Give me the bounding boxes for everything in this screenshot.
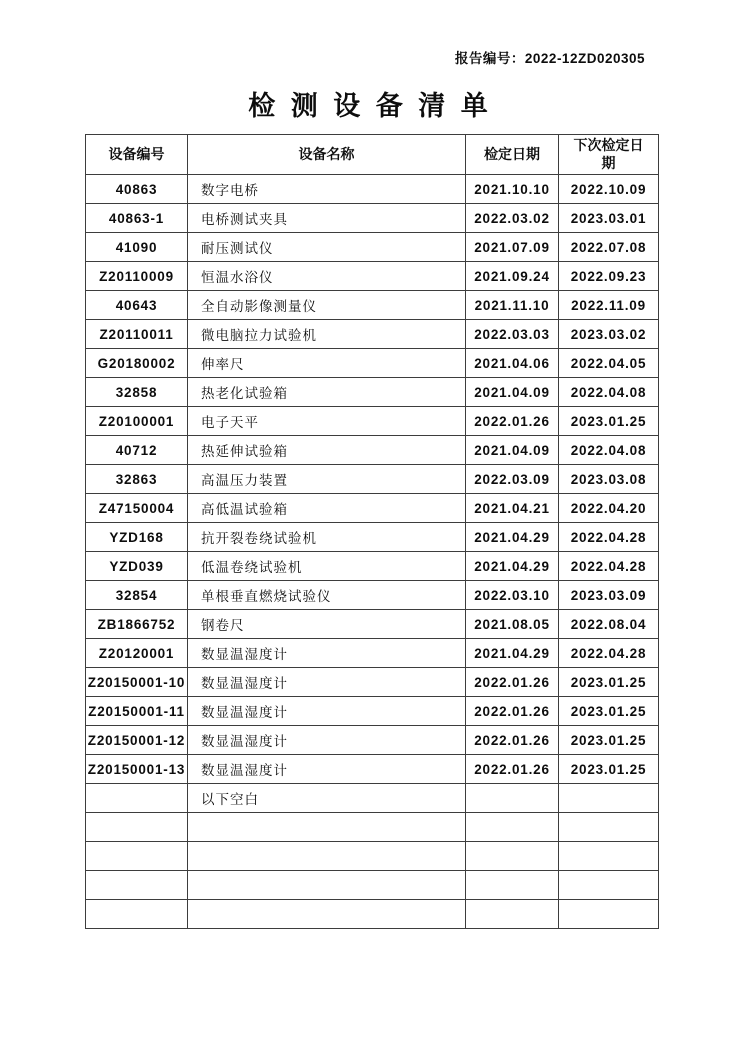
cell-next-calibration-date: 2022.04.28 (559, 639, 659, 668)
cell-next-calibration-date: 2022.07.08 (559, 233, 659, 262)
cell-calibration-date (466, 784, 559, 813)
cell-calibration-date: 2022.01.26 (466, 407, 559, 436)
table-row (86, 784, 659, 813)
table-row (86, 494, 659, 523)
cell-device-name (188, 871, 466, 900)
cell-calibration-date: 2021.11.10 (466, 291, 559, 320)
cell-calibration-date (466, 813, 559, 842)
cell-calibration-date: 2021.04.29 (466, 552, 559, 581)
cell-next-calibration-date: 2023.01.25 (559, 755, 659, 784)
cell-device-name: 数显温湿度计 (188, 755, 466, 784)
table-row (86, 581, 659, 610)
cell-device-name: 电桥测试夹具 (188, 204, 466, 233)
cell-next-calibration-date: 2022.09.23 (559, 262, 659, 291)
cell-device-number: 32858 (86, 378, 188, 407)
cell-device-name: 高低温试验箱 (188, 494, 466, 523)
cell-device-name: 钢卷尺 (188, 610, 466, 639)
cell-next-calibration-date (559, 784, 659, 813)
cell-calibration-date: 2022.03.10 (466, 581, 559, 610)
cell-device-number: Z20150001-12 (86, 726, 188, 755)
cell-calibration-date: 2022.01.26 (466, 697, 559, 726)
cell-calibration-date (466, 871, 559, 900)
cell-device-name: 数显温湿度计 (188, 697, 466, 726)
cell-calibration-date: 2021.04.29 (466, 523, 559, 552)
equipment-table (85, 134, 659, 929)
table-row (86, 726, 659, 755)
cell-device-number: 32854 (86, 581, 188, 610)
cell-device-number: YZD039 (86, 552, 188, 581)
cell-next-calibration-date: 2023.03.08 (559, 465, 659, 494)
table-row (86, 668, 659, 697)
cell-device-number: Z20110011 (86, 320, 188, 349)
cell-device-number: ZB1866752 (86, 610, 188, 639)
cell-device-number: Z20120001 (86, 639, 188, 668)
cell-calibration-date: 2022.03.09 (466, 465, 559, 494)
cell-calibration-date: 2021.04.09 (466, 378, 559, 407)
cell-next-calibration-date: 2023.01.25 (559, 697, 659, 726)
cell-calibration-date: 2021.08.05 (466, 610, 559, 639)
cell-device-name: 微电脑拉力试验机 (188, 320, 466, 349)
cell-calibration-date: 2022.03.03 (466, 320, 559, 349)
cell-device-name: 单根垂直燃烧试验仪 (188, 581, 466, 610)
table-header-row (86, 135, 659, 175)
cell-next-calibration-date: 2022.04.08 (559, 436, 659, 465)
table-row (86, 436, 659, 465)
table-row (86, 842, 659, 871)
cell-calibration-date: 2022.03.02 (466, 204, 559, 233)
cell-next-calibration-date (559, 813, 659, 842)
cell-calibration-date: 2021.09.24 (466, 262, 559, 291)
cell-next-calibration-date (559, 842, 659, 871)
cell-device-number: 40712 (86, 436, 188, 465)
table-row (86, 813, 659, 842)
cell-device-number: Z20150001-11 (86, 697, 188, 726)
table-row (86, 291, 659, 320)
table-row (86, 204, 659, 233)
table-row (86, 349, 659, 378)
cell-device-name: 热老化试验箱 (188, 378, 466, 407)
cell-next-calibration-date: 2022.04.20 (559, 494, 659, 523)
cell-next-calibration-date (559, 871, 659, 900)
cell-calibration-date: 2021.07.09 (466, 233, 559, 262)
cell-next-calibration-date: 2022.04.08 (559, 378, 659, 407)
table-row (86, 755, 659, 784)
cell-calibration-date: 2022.01.26 (466, 755, 559, 784)
column-header-calibration-date: 检定日期 (466, 135, 559, 175)
table-row (86, 320, 659, 349)
cell-next-calibration-date: 2023.01.25 (559, 407, 659, 436)
cell-next-calibration-date: 2022.04.05 (559, 349, 659, 378)
column-header-next-calibration-date: 下次检定日期 (559, 135, 659, 175)
cell-device-number (86, 813, 188, 842)
column-header-device-name: 设备名称 (188, 135, 466, 175)
table-row (86, 552, 659, 581)
cell-device-name: 抗开裂卷绕试验机 (188, 523, 466, 552)
cell-device-number (86, 871, 188, 900)
cell-device-name (188, 842, 466, 871)
cell-device-number: Z47150004 (86, 494, 188, 523)
table-row (86, 175, 659, 204)
cell-device-name: 数显温湿度计 (188, 639, 466, 668)
table-row (86, 871, 659, 900)
table-row (86, 697, 659, 726)
cell-device-number: 40863-1 (86, 204, 188, 233)
cell-device-number: Z20150001-13 (86, 755, 188, 784)
cell-calibration-date: 2021.04.29 (466, 639, 559, 668)
cell-device-number: 41090 (86, 233, 188, 262)
cell-device-name (188, 900, 466, 929)
cell-next-calibration-date: 2023.03.01 (559, 204, 659, 233)
cell-device-number: 32863 (86, 465, 188, 494)
table-row (86, 900, 659, 929)
table-row (86, 378, 659, 407)
cell-device-name: 热延伸试验箱 (188, 436, 466, 465)
cell-calibration-date: 2021.04.09 (466, 436, 559, 465)
report-number: 报告编号：2022-12ZD020305 (454, 51, 645, 66)
cell-next-calibration-date: 2022.11.09 (559, 291, 659, 320)
cell-next-calibration-date: 2022.04.28 (559, 552, 659, 581)
cell-device-name: 数字电桥 (188, 175, 466, 204)
cell-device-name: 全自动影像测量仪 (188, 291, 466, 320)
cell-device-number: G20180002 (86, 349, 188, 378)
equipment-table-body (86, 175, 659, 929)
cell-device-number (86, 784, 188, 813)
table-row (86, 233, 659, 262)
table-row (86, 262, 659, 291)
column-header-device-number: 设备编号 (86, 135, 188, 175)
cell-next-calibration-date: 2023.03.09 (559, 581, 659, 610)
cell-calibration-date (466, 900, 559, 929)
cell-device-name (188, 813, 466, 842)
cell-calibration-date: 2021.10.10 (466, 175, 559, 204)
cell-device-number: YZD168 (86, 523, 188, 552)
cell-next-calibration-date: 2023.01.25 (559, 726, 659, 755)
cell-next-calibration-date: 2022.10.09 (559, 175, 659, 204)
cell-calibration-date (466, 842, 559, 871)
cell-calibration-date: 2021.04.21 (466, 494, 559, 523)
cell-device-number: Z20100001 (86, 407, 188, 436)
cell-device-name: 数显温湿度计 (188, 726, 466, 755)
cell-device-name: 电子天平 (188, 407, 466, 436)
table-row (86, 610, 659, 639)
cell-device-name: 低温卷绕试验机 (188, 552, 466, 581)
cell-device-number: 40863 (86, 175, 188, 204)
cell-next-calibration-date (559, 900, 659, 929)
cell-calibration-date: 2022.01.26 (466, 668, 559, 697)
cell-device-name: 高温压力装置 (188, 465, 466, 494)
cell-calibration-date: 2021.04.06 (466, 349, 559, 378)
cell-device-name: 伸率尺 (188, 349, 466, 378)
page-title: 检 测 设 备 清 单 (248, 91, 492, 121)
cell-next-calibration-date: 2023.03.02 (559, 320, 659, 349)
cell-next-calibration-date: 2022.08.04 (559, 610, 659, 639)
cell-device-number: Z20110009 (86, 262, 188, 291)
cell-device-number (86, 842, 188, 871)
cell-device-name: 以下空白 (188, 784, 466, 813)
cell-next-calibration-date: 2022.04.28 (559, 523, 659, 552)
cell-device-number (86, 900, 188, 929)
table-row (86, 465, 659, 494)
cell-calibration-date: 2022.01.26 (466, 726, 559, 755)
cell-device-name: 耐压测试仪 (188, 233, 466, 262)
cell-device-name: 恒温水浴仪 (188, 262, 466, 291)
table-row (86, 523, 659, 552)
cell-device-number: 40643 (86, 291, 188, 320)
table-row (86, 407, 659, 436)
table-row (86, 639, 659, 668)
cell-next-calibration-date: 2023.01.25 (559, 668, 659, 697)
cell-device-number: Z20150001-10 (86, 668, 188, 697)
cell-device-name: 数显温湿度计 (188, 668, 466, 697)
